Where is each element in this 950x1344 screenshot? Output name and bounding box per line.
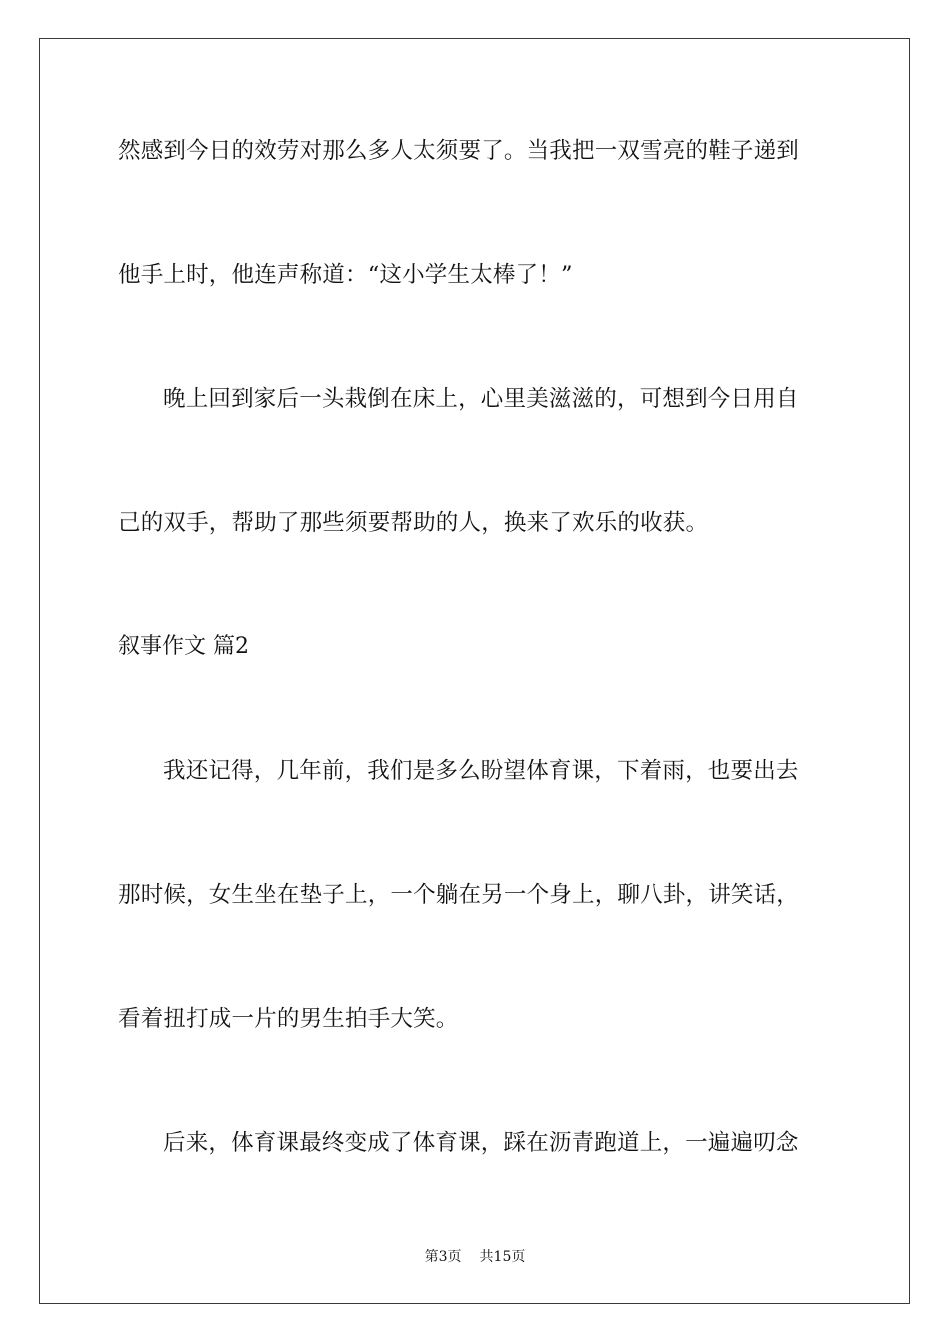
paragraph-line-7: 看着扭打成一片的男生拍手大笑。 — [118, 1006, 459, 1032]
total-pages: 共15页 — [479, 1249, 526, 1265]
page-footer — [0, 1247, 950, 1267]
page-number: 第3页 — [424, 1249, 462, 1265]
page-border — [39, 38, 910, 1304]
paragraph-line-2: 他手上时，他连声称道：“这小学生太棒了！” — [118, 262, 573, 288]
paragraph-line-5: 我还记得，几年前，我们是多么盼望体育课，下着雨，也要出去 — [163, 758, 799, 784]
paragraph-line-6: 那时候，女生坐在垫子上，一个躺在另一个身上，聊八卦，讲笑话， — [118, 882, 800, 908]
paragraph-line-8: 后来，体育课最终变成了体育课，踩在沥青跑道上，一遍遍叨念 — [163, 1130, 799, 1156]
paragraph-line-1: 然感到今日的效劳对那么多人太须要了。当我把一双雪亮的鞋子递到 — [118, 138, 800, 164]
paragraph-line-3: 晚上回到家后一头栽倒在床上，心里美滋滋的，可想到今日用自 — [163, 386, 799, 412]
paragraph-line-4: 己的双手，帮助了那些须要帮助的人，换来了欢乐的收获。 — [118, 510, 709, 536]
section-heading: 叙事作文 篇2 — [118, 634, 249, 659]
